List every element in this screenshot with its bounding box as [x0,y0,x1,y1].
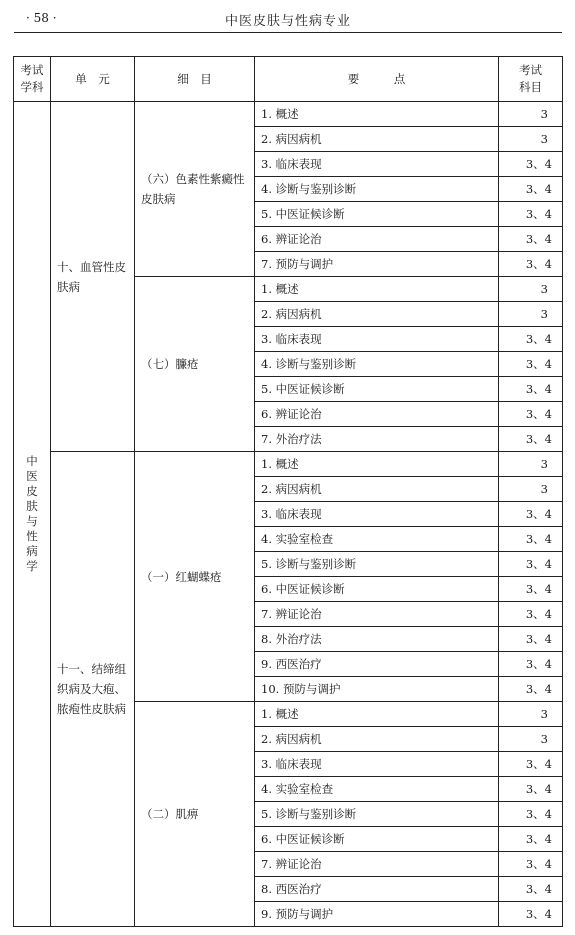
point-cell: 3. 临床表现 [255,327,499,352]
point-cell: 6. 中医证候诊断 [255,577,499,602]
header-unit: 单 元 [51,57,135,102]
point-cell: 2. 病因病机 [255,302,499,327]
level-cell: 3、4 [499,627,563,652]
level-cell: 3、4 [499,177,563,202]
point-cell: 5. 诊断与鉴别诊断 [255,552,499,577]
level-cell: 3 [499,702,563,727]
point-cell: 5. 中医证候诊断 [255,377,499,402]
level-cell: 3 [499,277,563,302]
unit-cell: 十一、结缔组织病及大疱、脓疱性皮肤病 [51,452,135,927]
point-cell: 4. 实验室检查 [255,527,499,552]
header-subject: 考试学科 [14,57,51,102]
detail-cell: （一）红蝴蝶疮 [135,452,255,702]
point-cell: 2. 病因病机 [255,127,499,152]
point-cell: 5. 诊断与鉴别诊断 [255,802,499,827]
point-cell: 7. 外治疗法 [255,427,499,452]
point-cell: 4. 诊断与鉴别诊断 [255,352,499,377]
header-points: 要 点 [255,57,499,102]
point-cell: 9. 预防与调护 [255,902,499,927]
table-row [14,452,563,477]
point-cell: 7. 辨证论治 [255,602,499,627]
point-cell: 3. 临床表现 [255,752,499,777]
point-cell: 4. 诊断与鉴别诊断 [255,177,499,202]
point-cell: 1. 概述 [255,452,499,477]
subject-cell: 中医皮肤与性病学 [14,102,51,927]
level-cell: 3、4 [499,852,563,877]
point-cell: 1. 概述 [255,702,499,727]
level-cell: 3、4 [499,877,563,902]
point-cell: 10. 预防与调护 [255,677,499,702]
unit-cell: 十、血管性皮肤病 [51,102,135,452]
level-cell: 3 [499,727,563,752]
level-cell: 3 [499,127,563,152]
level-cell: 3、4 [499,202,563,227]
level-cell: 3、4 [499,602,563,627]
point-cell: 3. 临床表现 [255,152,499,177]
detail-cell: （二）肌痹 [135,702,255,927]
point-cell: 9. 西医治疗 [255,652,499,677]
table-row [14,102,563,127]
level-cell: 3、4 [499,327,563,352]
point-cell: 2. 病因病机 [255,477,499,502]
point-cell: 8. 外治疗法 [255,627,499,652]
syllabus-table [13,56,563,927]
point-cell: 1. 概述 [255,277,499,302]
point-cell: 7. 预防与调护 [255,252,499,277]
level-cell: 3、4 [499,152,563,177]
level-cell: 3、4 [499,677,563,702]
level-cell: 3 [499,477,563,502]
level-cell: 3、4 [499,777,563,802]
level-cell: 3、4 [499,377,563,402]
level-cell: 3、4 [499,427,563,452]
point-cell: 3. 临床表现 [255,502,499,527]
level-cell: 3、4 [499,902,563,927]
level-cell: 3、4 [499,652,563,677]
point-cell: 1. 概述 [255,102,499,127]
level-cell: 3、4 [499,252,563,277]
table-header-row [14,57,563,102]
point-cell: 6. 辨证论治 [255,402,499,427]
level-cell: 3、4 [499,827,563,852]
level-cell: 3、4 [499,402,563,427]
level-cell: 3 [499,102,563,127]
level-cell: 3、4 [499,352,563,377]
point-cell: 7. 辨证论治 [255,852,499,877]
level-cell: 3、4 [499,227,563,252]
page-number: · 58 · [26,11,57,25]
point-cell: 6. 辨证论治 [255,227,499,252]
point-cell: 6. 中医证候诊断 [255,827,499,852]
level-cell: 3、4 [499,527,563,552]
point-cell: 5. 中医证候诊断 [255,202,499,227]
detail-cell: （六）色素性紫癜性皮肤病 [135,102,255,277]
level-cell: 3、4 [499,752,563,777]
level-cell: 3 [499,452,563,477]
page-header [14,6,562,33]
level-cell: 3、4 [499,552,563,577]
level-cell: 3、4 [499,802,563,827]
point-cell: 4. 实验室检查 [255,777,499,802]
point-cell: 2. 病因病机 [255,727,499,752]
level-cell: 3 [499,302,563,327]
level-cell: 3、4 [499,502,563,527]
detail-cell: （七）臁疮 [135,277,255,452]
header-detail: 细 目 [135,57,255,102]
point-cell: 8. 西医治疗 [255,877,499,902]
level-cell: 3、4 [499,577,563,602]
running-title: 中医皮肤与性病专业 [224,14,351,29]
header-level: 考试科目 [499,57,563,102]
